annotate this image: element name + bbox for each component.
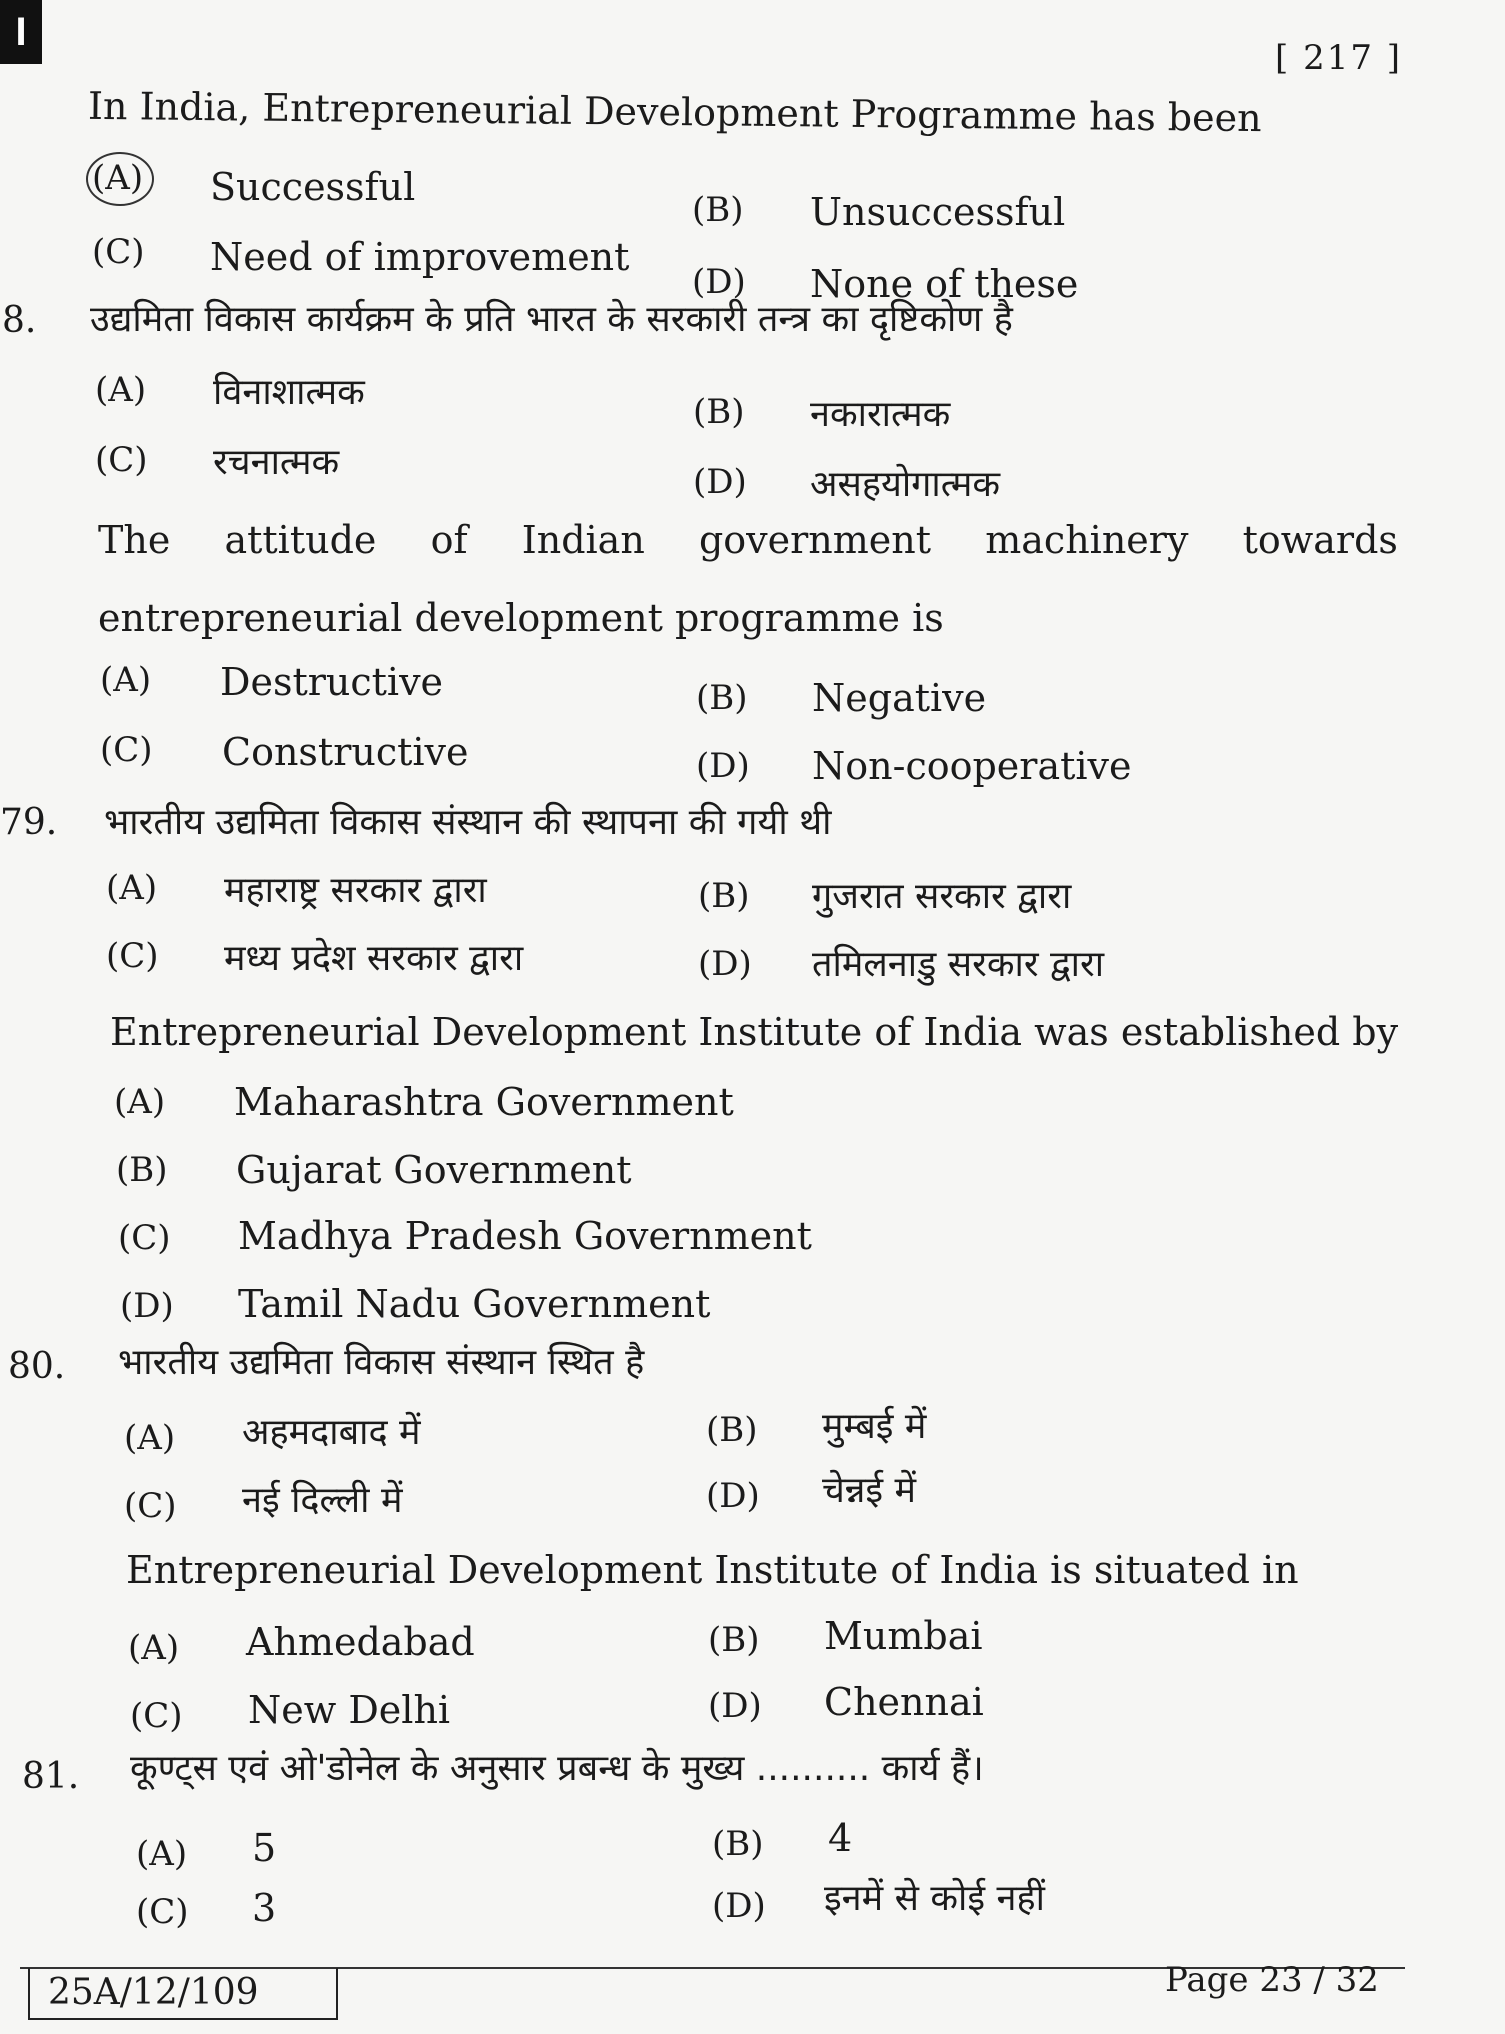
q77-option-c: Need of improvement	[210, 235, 630, 279]
q80-en-option-b: Mumbai	[824, 1614, 983, 1658]
q77-option-a: Successful	[210, 165, 416, 209]
q80-en-label-d: (D)	[708, 1686, 762, 1726]
q81-option-c: 3	[252, 1886, 277, 1930]
q80-hi-label-a: (A)	[124, 1418, 176, 1458]
q80-hi-label-d: (D)	[706, 1476, 760, 1516]
q78-en-label-d: (D)	[696, 746, 750, 786]
q81-option-a: 5	[252, 1826, 277, 1870]
q78-hi-option-d: असहयोगात्मक	[810, 464, 1001, 505]
q77-stem-en: In India, Entrepreneurial Development Programme has been	[87, 83, 1262, 141]
q79-hi-option-c: मध्य प्रदेश सरकार द्वारा	[224, 938, 524, 979]
q78-stem-word: attitude	[224, 518, 377, 562]
q79-stem-hi: भारतीय उद्यमिता विकास संस्थान की स्थापना की गयी थी	[104, 802, 832, 843]
q78-en-option-d: Non-cooperative	[812, 744, 1132, 788]
q80-en-option-a: Ahmedabad	[246, 1620, 475, 1664]
q78-en-label-b: (B)	[696, 678, 748, 718]
q81-label-d: (D)	[712, 1886, 766, 1926]
q78-en-option-c: Constructive	[222, 730, 469, 774]
q77-label-b: (B)	[692, 190, 744, 230]
q81-option-b: 4	[828, 1816, 853, 1860]
q79-hi-label-d: (D)	[698, 944, 752, 984]
q78-hi-label-a: (A)	[95, 370, 147, 410]
q79-hi-option-d: तमिलनाडु सरकार द्वारा	[812, 944, 1105, 985]
q79-en-option-c: Madhya Pradesh Government	[238, 1214, 812, 1258]
q79-number: 79.	[0, 802, 58, 843]
q78-stem-word: government	[698, 518, 932, 562]
q80-hi-label-b: (B)	[706, 1410, 758, 1450]
q77-label-a: (A)	[92, 158, 144, 198]
q79-en-label-a: (A)	[114, 1082, 166, 1122]
q80-en-option-d: Chennai	[824, 1680, 984, 1724]
q80-number: 80.	[8, 1346, 66, 1387]
q77-option-b: Unsuccessful	[810, 190, 1066, 234]
q80-hi-option-b: मुम्बई में	[822, 1406, 927, 1447]
q78-hi-label-c: (C)	[95, 440, 148, 480]
q79-hi-option-a: महाराष्ट्र सरकार द्वारा	[224, 870, 487, 911]
q79-hi-option-b: गुजरात सरकार द्वारा	[812, 876, 1072, 917]
q80-hi-option-a: अहमदाबाद में	[242, 1412, 421, 1453]
q79-en-label-d: (D)	[120, 1286, 174, 1326]
q78-stem-word: towards	[1242, 518, 1398, 562]
page-reference: [ 217 ]	[1275, 38, 1403, 78]
q80-en-label-a: (A)	[128, 1628, 180, 1668]
q78-stem-en-line1	[98, 518, 1398, 562]
q78-en-option-a: Destructive	[220, 660, 444, 704]
q78-en-option-b: Negative	[812, 676, 987, 720]
q79-hi-label-b: (B)	[698, 876, 750, 916]
paper-code: 25A/12/109	[28, 1968, 338, 2020]
q77-option-d: None of these	[810, 262, 1079, 306]
q78-stem-en-line2: entrepreneurial development programme is	[98, 596, 944, 640]
q80-en-option-c: New Delhi	[248, 1688, 451, 1732]
q78-hi-option-a: विनाशात्मक	[213, 372, 365, 413]
q78-stem-word: Indian	[521, 518, 645, 562]
q79-en-option-b: Gujarat Government	[236, 1148, 632, 1192]
q80-stem-hi: भारतीय उद्यमिता विकास संस्थान स्थित है	[118, 1342, 645, 1383]
q78-stem-hi: उद्यमिता विकास कार्यक्रम के प्रति भारत के सरकारी तन्त्र का दृष्टिकोण है	[90, 299, 1013, 340]
q78-en-label-c: (C)	[100, 730, 153, 770]
q80-hi-label-c: (C)	[124, 1486, 177, 1526]
q79-en-label-c: (C)	[118, 1218, 171, 1258]
q78-stem-word: The	[98, 518, 171, 562]
q78-hi-label-b: (B)	[693, 392, 745, 432]
page-number: Page 23 / 32	[1165, 1960, 1379, 2000]
q78-en-label-a: (A)	[100, 660, 152, 700]
q78-stem-word: of	[430, 518, 468, 562]
q81-stem-hi: कूण्ट्स एवं ओ'डोनेल के अनुसार प्रबन्ध के मुख्य .......... कार्य हैं।	[130, 1748, 984, 1789]
q77-label-d: (D)	[692, 262, 746, 302]
q78-number: 8.	[2, 300, 37, 341]
q81-label-b: (B)	[712, 1824, 764, 1864]
q80-en-label-c: (C)	[130, 1696, 183, 1736]
q79-en-label-b: (B)	[116, 1150, 168, 1190]
q80-hi-option-d: चेन्नई में	[822, 1470, 917, 1511]
q77-label-c: (C)	[92, 232, 145, 272]
q79-en-option-d: Tamil Nadu Government	[238, 1282, 711, 1326]
q78-stem-word: machinery	[985, 518, 1189, 562]
q81-option-d: इनमें से कोई नहीं	[824, 1878, 1045, 1919]
q79-hi-label-a: (A)	[106, 868, 158, 908]
q81-label-c: (C)	[136, 1892, 189, 1932]
corner-tab: I	[0, 0, 42, 64]
q79-hi-label-c: (C)	[106, 936, 159, 976]
q79-en-option-a: Maharashtra Government	[234, 1080, 734, 1124]
q78-hi-option-c: रचनात्मक	[213, 442, 340, 483]
q81-label-a: (A)	[136, 1834, 188, 1874]
q81-number: 81.	[22, 1756, 80, 1797]
q80-stem-en: Entrepreneurial Development Institute of India is situated in	[126, 1548, 1299, 1592]
q78-hi-option-b: नकारात्मक	[810, 394, 951, 435]
q78-hi-label-d: (D)	[693, 462, 747, 502]
q80-en-label-b: (B)	[708, 1620, 760, 1660]
q79-stem-en: Entrepreneurial Development Institute of India was established by	[110, 1010, 1399, 1054]
q80-hi-option-c: नई दिल्ली में	[242, 1480, 403, 1521]
